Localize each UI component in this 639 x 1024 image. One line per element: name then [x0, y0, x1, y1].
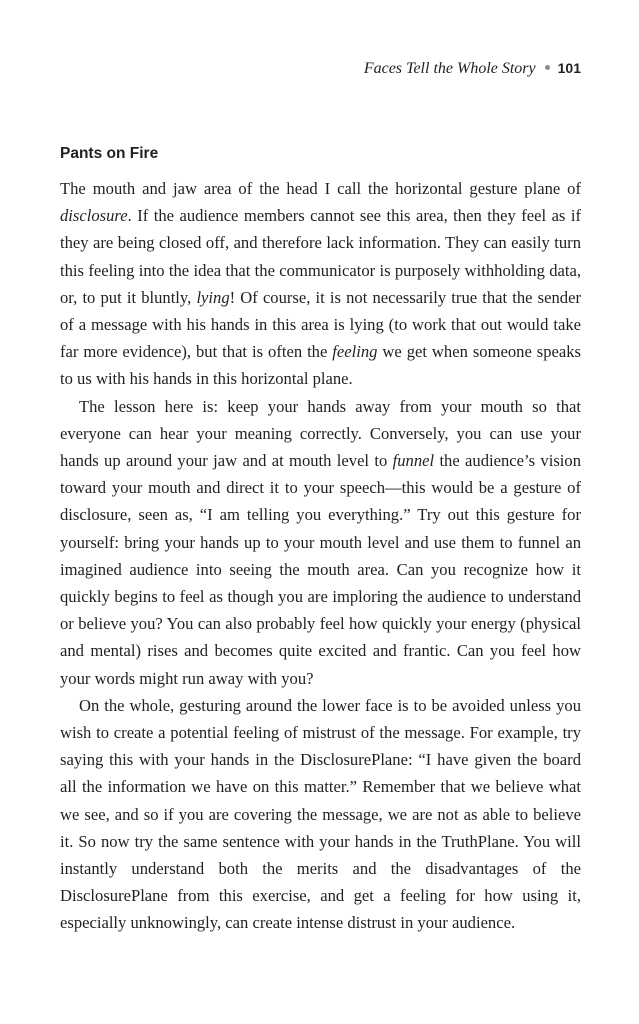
emphasis-lying: lying	[196, 287, 230, 307]
body-text	[60, 175, 581, 937]
section-heading: Pants on Fire	[60, 145, 159, 162]
bullet-separator-icon	[545, 65, 550, 70]
paragraph-3: On the whole, gesturing around the lower face is to be avoided unless you wish to create a potential feeling of mistrust of the message. For example, try saying this with your hands in the DisclosurePlane: “I have given the board all the information we have on this matter.” Remember that we believe what we see, and so if you are covering the message, we are not as able to believe it. So now try the same sentence with your hands in the TruthPlane. You will instantly understand both the merits and the disadvantages of the DisclosurePlane from this exercise, and get a feeling for how using it, especially unknowingly, can create intense distrust in your audience.	[60, 695, 581, 933]
emphasis-feeling: feeling	[332, 342, 378, 362]
paragraph-2: The lesson here is: keep your hands away from your mouth so that everyone can hear your meaning correctly. Conversely, you can use your hands up around your jaw and at mouth level to funnel the audience’s vision toward your mouth and direct it to your speech—this would be a gesture of disclosure, seen as, “I am telling you everything.” Try out this gesture for yourself: bring your hands up to your mouth level and use them to funnel an imagined audience into seeing the mouth area. Can you recognize how it quickly begins to feel as though you are imploring the audience to understand or believe you? You can also probably feel how quickly your energy (physical and mental) rises and becomes quite excited and frantic. Can you feel how your words might run away with you?	[60, 396, 581, 688]
page-number: 101	[557, 60, 581, 76]
running-head-title: Faces Tell the Whole Story	[363, 60, 536, 77]
running-head	[364, 58, 581, 79]
emphasis-disclosure: disclosure	[60, 206, 128, 226]
emphasis-funnel: funnel	[392, 451, 435, 471]
paragraph-1: The mouth and jaw area of the head I call the horizontal gesture plane of disclosure. If the audience members cannot see this area, then they feel as if they are being closed off, and therefore lack information. They can easily turn this feeling into the idea that the communicator is purposely withholding data, or, to put it bluntly, lying! Of course, it is not necessarily true that the sender of a message with his hands in this area is lying (to work that out would take far more evidence), but that is often the feeling we get when someone speaks to us with his hands in this horizontal plane.	[60, 179, 582, 389]
